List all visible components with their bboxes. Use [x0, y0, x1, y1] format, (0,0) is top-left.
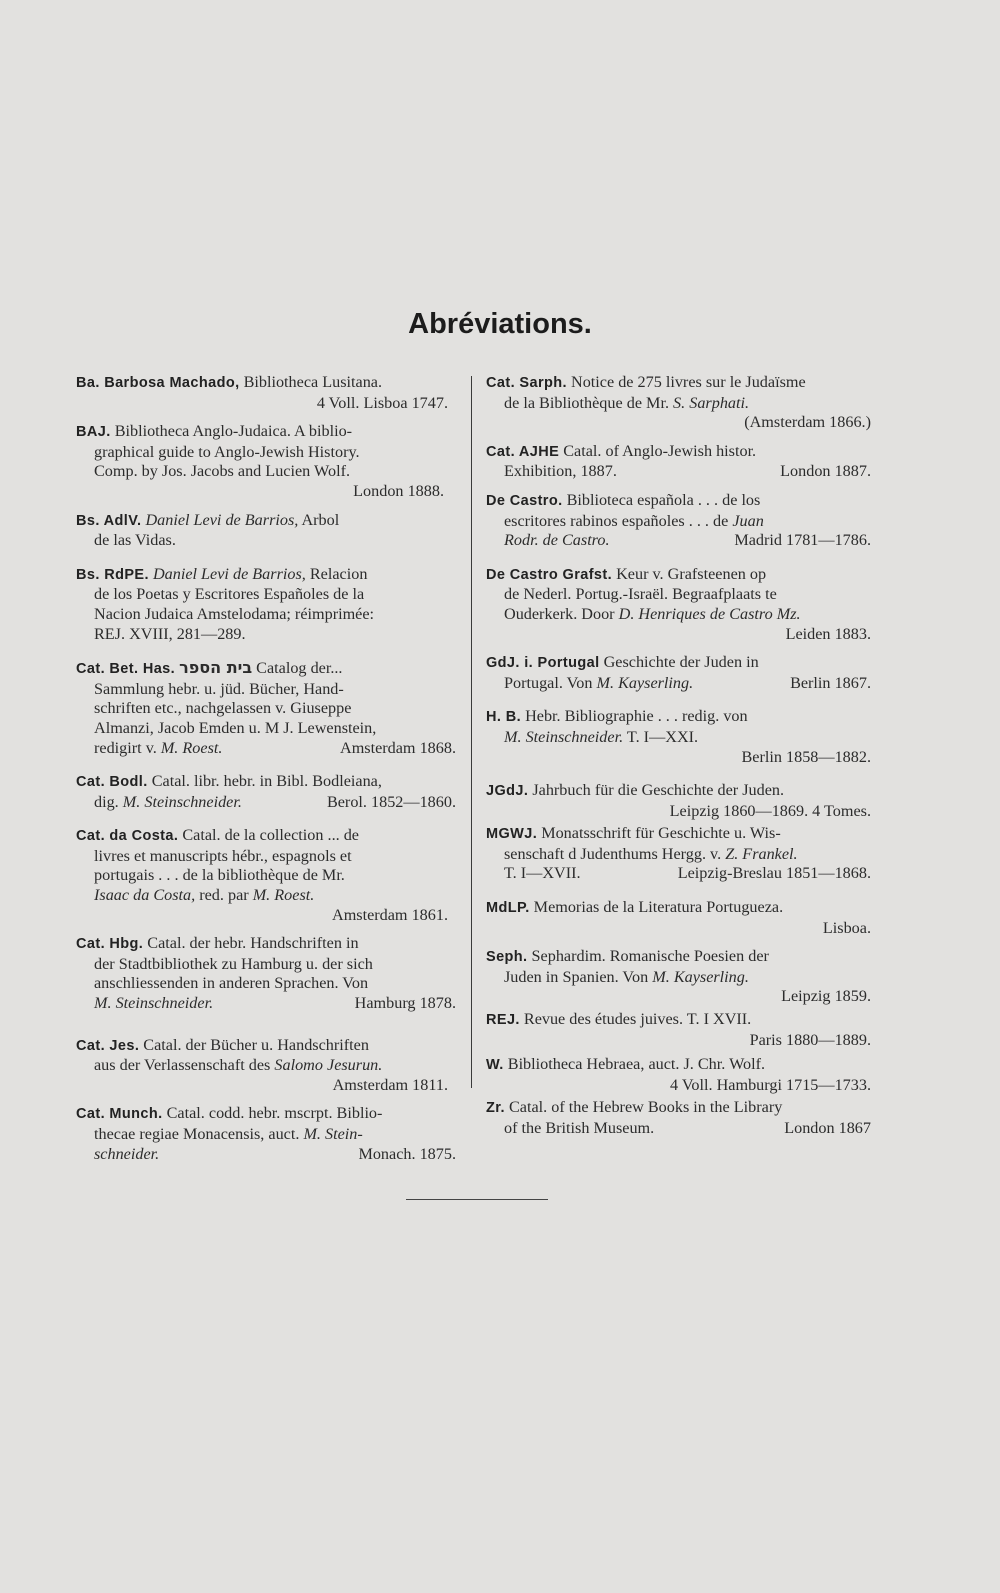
- entry-de-castro-grafst: De Castro Grafst. Keur v. Grafsteenen op de Nederl. Portug.-Israël. Begraafplaats te Ouderkerk. Door D. Henriques de Castro Mz. Leiden 1883.: [486, 564, 871, 643]
- entry-cat-munch: Cat. Munch. Catal. codd. hebr. mscrpt. Biblio- thecae regiae Monacensis, auct. M. Stein- schneider. Monach. 1875.: [76, 1104, 456, 1163]
- entry-baj: BAJ. Bibliotheca Anglo-Judaica. A biblio- graphical guide to Anglo-Jewish History. Comp. by Jos. Jacobs and Lucien Wolf. London 1888.: [76, 422, 444, 500]
- column-divider: [471, 376, 472, 1088]
- entry-mgwj: MGWJ. Monatsschrift für Geschichte u. Wis- senschaft d Judenthums Hergg. v. Z. Frankel. T. I—XVII. Leipzig-Breslau 1851—1868.: [486, 824, 871, 883]
- entry-cat-hbg: Cat. Hbg. Catal. der hebr. Handschriften in der Stadtbibliothek zu Hamburg u. der sich anschliessenden in anderen Sprachen. Von M. Steinschneider. Hamburg 1878.: [76, 934, 456, 1013]
- entry-cat-bet-has: Cat. Bet. Has. בית הספר Catalog der... Sammlung hebr. u. jüd. Bücher, Hand- schriften etc., nachgelassen v. Giuseppe Almanzi, Jacob Emden u. M J. Lewenstein, redigirt v. M. Roest. Amsterdam 1868.: [76, 658, 456, 757]
- entry-zr: Zr. Catal. of the Hebrew Books in the Library of the British Museum. London 1867: [486, 1098, 871, 1137]
- page-title: Abréviations.: [408, 308, 592, 340]
- abbreviation: H. B.: [486, 709, 522, 726]
- entry-gdj: GdJ. i. Portugal Geschichte der Juden in Portugal. Von M. Kayserling. Berlin 1867.: [486, 653, 871, 692]
- abbreviation: De Castro.: [486, 492, 563, 509]
- entry-cat-jes: Cat. Jes. Catal. der Bücher u. Handschriften aus der Verlassenschaft des Salomo Jesurun. Amsterdam 1811.: [76, 1035, 448, 1094]
- entry-seph: Seph. Sephardim. Romanische Poesien der Juden in Spanien. Von M. Kayserling. Leipzig 1859.: [486, 947, 871, 1006]
- abbreviation: Bs. AdlV.: [76, 512, 142, 529]
- abbreviation: MGWJ.: [486, 826, 538, 843]
- abbreviation: Cat. Jes.: [76, 1037, 140, 1054]
- abbreviation: Seph.: [486, 949, 528, 966]
- entry-mdlp: MdLP. Memorias de la Literatura Portugueza. Lisboa.: [486, 898, 871, 937]
- abbreviation: Bs. RdPE.: [76, 566, 149, 583]
- abbreviation: Cat. Bet. Has.: [76, 661, 176, 678]
- abbreviation: De Castro Grafst.: [486, 566, 613, 583]
- abbreviation: Zr.: [486, 1100, 505, 1117]
- left-column: [76, 373, 456, 1164]
- show-through-text: [560, 188, 940, 268]
- abbreviation: W.: [486, 1057, 504, 1074]
- abbreviation: Cat. Sarph.: [486, 375, 567, 391]
- abbreviation: GdJ. i. Portugal: [486, 655, 600, 672]
- abbreviation: Cat. Munch.: [76, 1106, 163, 1123]
- entry-ba: Ba. Barbosa Machado, Bibliotheca Lusitana. 4 Voll. Lisboa 1747.: [76, 373, 448, 412]
- entry-rej: REJ. Revue des études juives. T. I XVII. Paris 1880—1889.: [486, 1010, 871, 1049]
- entry-bs-adlv: Bs. AdlV. Daniel Levi de Barrios, Arbol de las Vidas.: [76, 510, 340, 550]
- hebrew-title: בית הספר: [179, 658, 253, 678]
- abbreviation: BAJ.: [76, 424, 111, 441]
- abbreviation: MdLP.: [486, 900, 530, 917]
- abbreviation: Cat. AJHE: [486, 443, 560, 460]
- right-column: [486, 373, 871, 1139]
- entry-bs-rdpe: Bs. RdPE. Daniel Levi de Barrios, Relacion de los Poetas y Escritores Españoles de la Nacion Judaica Amstelodama; réimprimée: REJ. XVIII, 281—289.: [76, 564, 375, 643]
- entry-jgdj: JGdJ. Jahrbuch für die Geschichte der Juden. Leipzig 1860—1869. 4 Tomes.: [486, 781, 871, 820]
- entry-de-castro: De Castro. Biblioteca española . . . de los escritores rabinos españoles . . . de Juan Rodr. de Castro. Madrid 1781—1786.: [486, 490, 871, 550]
- entry-cat-da-costa: Cat. da Costa. Catal. de la collection ... de livres et manuscripts hébr., espagnols et portugais . . . de la bibliothèque de Mr. Isaac da Costa, red. par M. Roest. Amsterdam 1861.: [76, 826, 448, 924]
- abbreviation: Ba. Barbosa Machado,: [76, 375, 240, 391]
- abbreviation: REJ.: [486, 1012, 520, 1029]
- abbreviation: Cat. da Costa.: [76, 828, 179, 845]
- abbreviation: Cat. Bodl.: [76, 774, 148, 791]
- abbreviation: Cat. Hbg.: [76, 936, 144, 953]
- entry-w: W. Bibliotheca Hebraea, auct. J. Chr. Wolf. 4 Voll. Hamburgi 1715—1733.: [486, 1055, 871, 1094]
- entry-cat-ajhe: Cat. AJHE Catal. of Anglo-Jewish histor. Exhibition, 1887. London 1887.: [486, 441, 871, 481]
- closing-rule: [406, 1199, 548, 1200]
- entry-cat-bodl: Cat. Bodl. Catal. libr. hebr. in Bibl. Bodleiana, dig. M. Steinschneider. Berol. 1852—1860.: [76, 772, 456, 811]
- abbreviation: JGdJ.: [486, 783, 529, 800]
- entry-cat-sarph: Cat. Sarph. Notice de 275 livres sur le Judaïsme de la Bibliothèque de Mr. S. Sarphati. (Amsterdam 1866.): [486, 373, 871, 432]
- entry-hb: H. B. Hebr. Bibliographie . . . redig. von M. Steinschneider. T. I—XXI. Berlin 1858—1882.: [486, 707, 871, 766]
